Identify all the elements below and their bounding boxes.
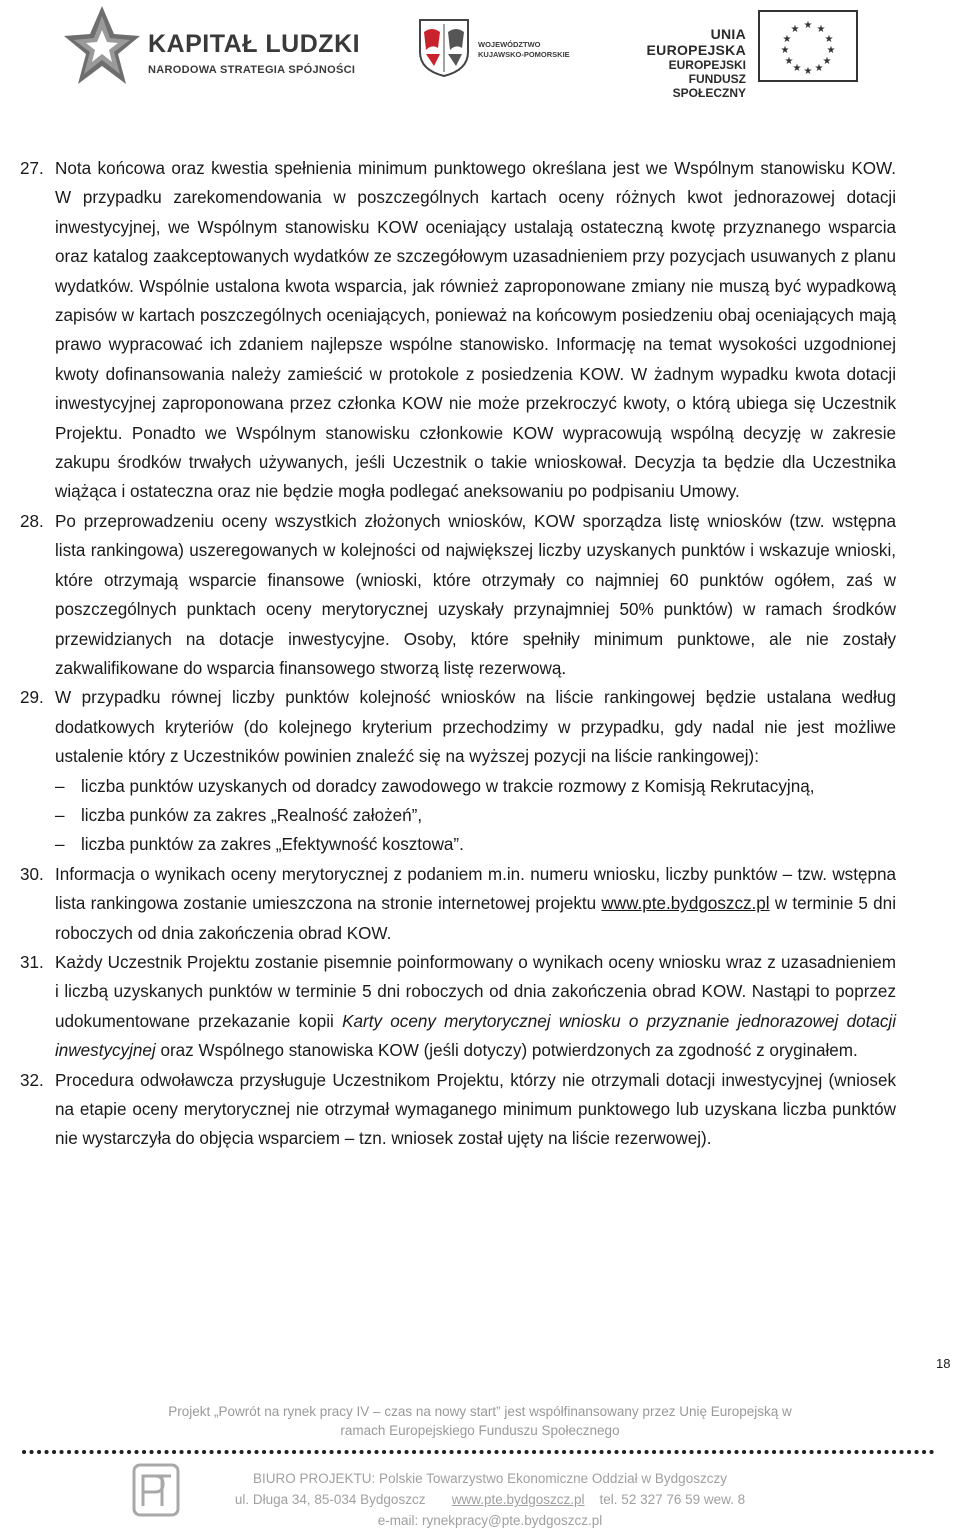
list-item-31 <box>20 948 896 1066</box>
voivodeship-crest-icon <box>418 18 470 78</box>
item-number: 31. <box>20 952 44 972</box>
document-title-italic: Karty oceny merytorycznej wniosku o przyznanie jednorazowej dotacji inwestycyjnej <box>55 1011 896 1061</box>
svg-text:★: ★ <box>780 45 790 56</box>
page-number: 18 <box>936 1356 951 1371</box>
svg-text:★: ★ <box>790 24 800 35</box>
list-item-27 <box>20 154 896 507</box>
document-body <box>20 154 896 1154</box>
svg-text:★: ★ <box>816 24 826 35</box>
svg-text:★: ★ <box>782 34 792 45</box>
item-number: 28. <box>20 511 44 531</box>
pte-logo-icon <box>131 1462 181 1518</box>
item-text: Każdy Uczestnik Projektu zostanie pisemnie poinformowany o wynikach oceny wniosku wraz z uzasadnieniem i liczbą uzyskanych punktów w terminie 5 dni roboczych od dnia zakończenia obrad KOW. Nastąpi to poprzez udokumentowane przekazanie kopii Karty oceny merytorycznej wniosku o przyznanie jednorazowej dotacji inwestycyjnej oraz Wspólnego stanowiska KOW (jeśli dotyczy) potwierdzonych za zgodność z oryginałem. <box>55 952 896 1061</box>
svg-text:★: ★ <box>784 56 794 67</box>
eu-fund-text: UNIA EUROPEJSKA EUROPEJSKI FUNDUSZ SPOŁECZNY <box>646 26 746 100</box>
kapital-ludzki-subtitle: NARODOWA STRATEGIA SPÓJNOŚCI <box>148 64 356 76</box>
criteria-item: – liczba punków za zakres „Realność założeń”, <box>55 801 896 830</box>
item-text: Nota końcowa oraz kwestia spełnienia minimum punktowego określana jest we Wspólnym stanowisku KOW. W przypadku zarekomendowania w poszczególnych kartach oceny różnych kwot jednorazowej dotacji inwestycyjnej, we Wspólnym stanowisku KOW oceniający ustalają ostateczną kwotę przyznanego wsparcia oraz katalog zaakceptowanych wydatków ze szczegółowym uzasadnieniem przy pozycjach usuwanych z planu wydatków. Wspólnie ustalona kwota wsparcia, jak również zaproponowane zmiany nie muszą być wypadkową zapisów w kartach poszczególnych oceniających, ponieważ na końcowym posiedzeniu obaj oceniających mają prawo wypracować ich zdaniem najlepsze wspólne stanowisko. Informację na temat wysokości uzgodnionej kwoty dofinansowania należy zamieścić w protokole z posiedzenia KOW. W żadnym wypadku kwota dotacji inwestycyjnej zaproponowana przez członka KOW nie może przekroczyć kwoty, o którą ubiega się Uczestnik Projektu. Ponadto we Wspólnym stanowisku członkowie KOW wypracowują wspólną decyzję w zakresie zakupu środków trwałych używanych, jeśli Uczestnik o takie wnioskował. Decyzja ta będzie dla Uczestnika wiążąca i ostateczna oraz nie będzie mogła podlegać aneksowaniu po podpisaniu Umowy. <box>55 159 896 502</box>
list-item-29 <box>20 683 896 859</box>
item-number: 29. <box>20 688 44 708</box>
project-website-link[interactable]: www.pte.bydgoszcz.pl <box>601 894 770 914</box>
footer-project-note: Projekt „Powrót na rynek pracy IV – czas na nowy start” jest współfinansowany przez Unię Europejską w ramach Europejskiego Funduszu Społecznego <box>168 1404 792 1438</box>
dash-bullet: – <box>55 805 65 825</box>
footer-website-link[interactable]: www.pte.bydgoszcz.pl <box>451 1492 585 1507</box>
svg-text:★: ★ <box>826 45 836 56</box>
dotted-divider <box>22 1449 938 1455</box>
svg-text:★: ★ <box>822 56 832 67</box>
footer-office-info: BIURO PROJEKTU: Polskie Towarzystwo Ekonomiczne Oddział w Bydgoszczy ul. Długa 34, 85-034 Bydgoszcz www.pte.bydgoszcz.pl tel. 52 327 76 59 wew. 8 e-mail: rynekpracy@pte.bydgoszcz.pl <box>200 1468 780 1531</box>
item-number: 27. <box>20 159 44 178</box>
item-text: W przypadku równej liczby punktów kolejność wniosków na liście rankingowej będzie ustalana według dodatkowych kryteriów (do kolejnego kryterium przechodzimy w przypadku, gdy nadal nie jest możliwe ustalenie który z Uczestników powinien znaleźć się na wyższej pozycji na liście rankingowej): <box>55 688 896 767</box>
list-item-28 <box>20 507 896 683</box>
dash-bullet: – <box>55 835 65 855</box>
footer-email[interactable]: e-mail: rynekpracy@pte.bydgoszcz.pl <box>377 1513 603 1528</box>
item-text: Informacja o wynikach oceny merytorycznej z podaniem m.in. numeru wniosku, liczby punktów – tzw. wstępna lista rankingowa zostanie umieszczona na stronie internetowej projektu www.pte.bydgoszcz.pl w terminie 5 dni roboczych od dnia zakończenia obrad KOW. <box>55 864 896 943</box>
voivodeship-name: WOJEWÓDZTWO KUJAWSKO-POMORSKIE <box>478 40 570 59</box>
item-number: 30. <box>20 864 44 884</box>
item-number: 32. <box>20 1070 44 1090</box>
svg-text:★: ★ <box>814 63 824 74</box>
page-header <box>0 0 960 100</box>
svg-text:★: ★ <box>792 63 802 74</box>
dash-bullet: – <box>55 776 65 796</box>
kapital-ludzki-title: KAPITAŁ LUDZKI <box>148 30 361 58</box>
svg-text:★: ★ <box>803 20 813 31</box>
criteria-item: – liczba punktów uzyskanych od doradcy zawodowego w trakcie rozmowy z Komisją Rekrutacyjną, <box>55 772 896 801</box>
item-text: Procedura odwoławcza przysługuje Uczestnikom Projektu, którzy nie otrzymali dotacji inwestycyjnej (wniosek na etapie oceny merytorycznej nie otrzymał wymaganego minimum punktowego lub uzyskana liczba punktów nie wystarczyła do objęcia wsparciem – tzn. wniosek został ujęty na liście rezerwowej). <box>55 1070 896 1149</box>
criteria-list <box>55 772 896 860</box>
list-item-30 <box>20 860 896 948</box>
criteria-item: – liczba punktów za zakres „Efektywność kosztowa”. <box>55 830 896 859</box>
svg-text:★: ★ <box>824 34 834 45</box>
list-item-32 <box>20 1066 896 1154</box>
item-text: Po przeprowadzeniu oceny wszystkich złożonych wniosków, KOW sporządza listę wniosków (tzw. wstępna lista rankingowa) uszeregowanych w kolejności od największej liczby uzyskanych punktów i wskazuje wnioski, które otrzymają wsparcie finansowe (wnioski, które otrzymały co najmniej 60 punktów ogółem, zaś w poszczególnych punktach oceny merytorycznej uzyskały przynajmniej 50% punktów) w ramach środków przewidzianych na dotacje inwestycyjne. Osoby, które spełniły minimum punktowe, ale nie zostały zakwalifikowane do wsparcia finansowego stworzą listę rezerwową. <box>55 511 896 678</box>
eu-flag-icon <box>758 10 858 82</box>
svg-text:★: ★ <box>803 66 813 77</box>
kapital-ludzki-star-logo <box>62 4 142 86</box>
